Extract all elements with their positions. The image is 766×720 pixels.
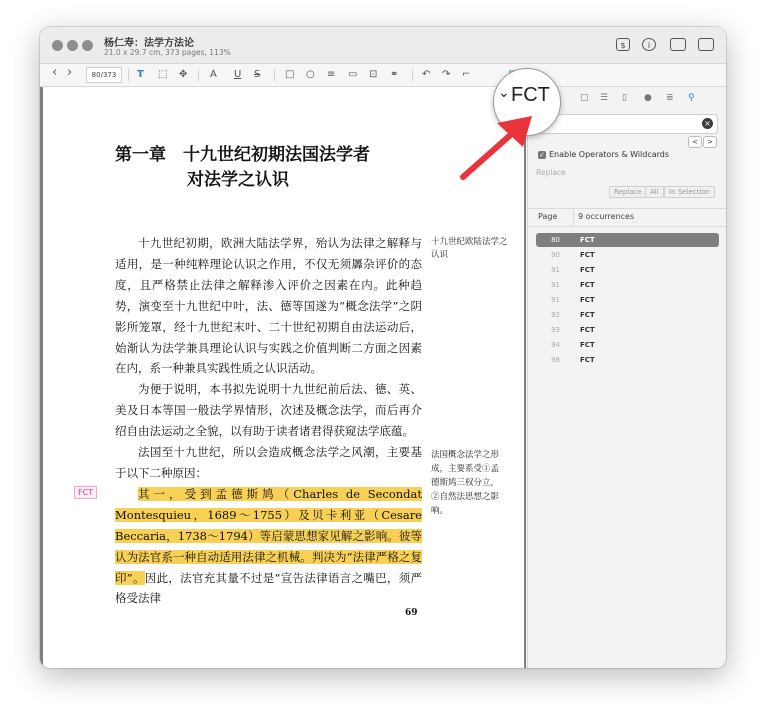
zoom-window-button[interactable] [82,40,93,51]
text-select-icon[interactable]: T [137,69,144,80]
search-result-row[interactable] [536,353,719,367]
chevron-down-icon: ⌄ [498,85,510,101]
list-tab-icon[interactable]: ≣ [666,93,674,103]
search-sidebar [527,87,726,668]
annotation-tab-icon[interactable]: ▢ [580,93,589,103]
pdf-page [43,87,524,668]
result-text: FCT [580,281,595,289]
toolbar-divider [128,69,129,81]
clear-search-icon[interactable]: × [702,118,713,129]
window-subtitle: 21.0 x 29.7 cm, 373 pages, 113% [104,48,231,57]
margin-note: 十九世纪欧陆法学之认识 [431,237,508,260]
result-page: 91 [551,296,560,304]
minimize-window-button[interactable] [67,40,78,51]
page-number: 69 [405,608,418,618]
margin-note: 法国概念法学之形成，主要系受①孟德斯鸠三权分立，②自然法思想之影响。 [431,450,500,516]
outline-tab-icon[interactable]: ☰ [600,93,609,103]
rectangle-icon[interactable]: □ [285,69,295,80]
result-page: 98 [551,356,560,364]
document-icon[interactable]: $ [616,38,630,51]
app-window [40,27,726,668]
rotate-right-icon[interactable]: ↷ [442,69,451,80]
toolbar-divider [412,69,413,81]
paragraph: 十九世纪初期，欧洲大陆法学界，殆认为法律之解释与适用，是一种纯粹理论认识之作用，不仅无须羼杂评价的态度，且严格禁止法律之解释渗入评价之因素在内。此种趋势，演变至十九世纪中叶，法、德等国遂为“概念法学”之阴影所笼罩，经十九世纪末叶、二十世纪初期自由法运动后，始渐认为法学兼具理论认识与实践之价值判断二方面之因素在内，系一种兼具实践性质之认识活动。 [115,236,422,376]
rect-select-icon[interactable]: ⬚ [158,69,168,80]
result-text: FCT [580,311,595,319]
magnified-search-field [493,68,561,136]
previous-result-button[interactable]: < [688,136,702,148]
title-bar [40,27,726,64]
search-result-row[interactable] [536,308,719,322]
replace-in-selection-button[interactable]: In Selection [664,186,715,198]
paragraph [115,484,422,609]
result-page: 90 [551,251,560,259]
result-page: 91 [551,266,560,274]
info-icon[interactable]: i [642,38,656,51]
search-result-row[interactable] [536,338,719,352]
underline-icon[interactable]: U [234,69,242,80]
crop-icon[interactable]: ⌐ [462,69,471,80]
line-icon[interactable]: ≡ [327,69,336,80]
color-tab-icon[interactable]: ● [644,93,652,103]
result-text: FCT [580,341,595,349]
paragraph: 为便于说明，本书拟先说明十九世纪前后法、德、英、美及日本等国一般法学界情形，次述及概念法学，而后再介绍自由法运动之全貌，以有助于读者诸君得获窥法学底蕴。 [115,382,422,439]
strikethrough-icon[interactable]: S [254,69,261,80]
result-page: 93 [551,326,560,334]
result-text: FCT [580,356,595,364]
search-result-row[interactable] [536,293,719,307]
search-result-row[interactable] [536,278,719,292]
page-number-field[interactable]: 80/373 [86,67,122,83]
toolbar-divider [274,69,275,81]
document-area [40,87,526,668]
search-result-row[interactable] [536,248,719,262]
magnified-search-text: FCT [511,84,550,106]
highlighted-text[interactable]: 其一，受到孟德斯鸠（Charles de Secondat Montesquieu，1689～1755）及贝卡利亚（Cesare Beccaria，1738～1794）等启蒙思想家见解之影响。彼等认为法官系一种自动适用法律之机械。判决为“法律严格之复印”。 [115,486,422,585]
results-header [528,208,726,227]
operators-checkbox-label: Enable Operators & Wildcards [549,150,670,159]
textbox-icon[interactable]: ⊡ [369,69,378,80]
result-text: FCT [580,236,595,244]
window-title: 杨仁寿：法学方法论 [104,38,194,49]
result-page: 94 [551,341,560,349]
close-window-button[interactable] [52,40,63,51]
paragraph-text: 因此，法官充其量不过是“宣告法律语言之嘴巴，须严格受法律 [115,570,422,606]
body-text [115,233,422,609]
paragraph [115,442,422,484]
search-result-row[interactable] [536,323,719,337]
toolbar [40,64,726,87]
chapter-heading-line2: 对法学之认识 [187,170,289,190]
highlight-icon[interactable]: A [210,69,217,80]
search-input[interactable] [536,114,718,134]
result-page: 92 [551,311,560,319]
annotation-tag[interactable]: FCT [74,486,97,499]
result-text: FCT [580,251,595,259]
occurrences-column-header: 9 occurrences [578,212,635,221]
rotate-left-icon[interactable]: ↶ [422,69,431,80]
sidebar-toggle-icon[interactable] [698,38,714,51]
back-icon[interactable]: ‹ [52,65,58,80]
result-page: 80 [551,236,560,244]
pages-tab-icon[interactable]: ▯ [622,93,627,103]
ellipse-icon[interactable]: ○ [306,69,315,80]
chapter-heading [115,143,370,193]
link-icon[interactable]: ⚭ [390,69,399,80]
note-icon[interactable]: ▭ [348,69,358,80]
forward-icon[interactable]: › [67,65,73,80]
result-text: FCT [580,326,595,334]
page-column-header: Page [538,212,558,221]
search-result-row[interactable] [536,233,719,247]
result-text: FCT [580,266,595,274]
move-icon[interactable]: ✥ [179,69,188,80]
paragraph-text: 法国至十九世纪，所以会造成概念法学之风潮，主要基于以下二种原因： [115,445,422,480]
replace-all-button[interactable]: All [645,186,664,198]
toolbar-divider [198,69,199,81]
search-tab-icon[interactable]: ⚲ [688,93,695,103]
next-result-button[interactable]: > [703,136,717,148]
result-page: 91 [551,281,560,289]
column-divider [573,209,574,226]
search-result-row[interactable] [536,263,719,277]
operators-checkbox[interactable]: ✓ [539,151,545,159]
chapter-heading-line1: 第一章 十九世纪初期法国法学者 [115,145,370,165]
result-text: FCT [580,296,595,304]
view-mode-icon[interactable] [670,38,686,51]
replace-button[interactable]: Replace [609,186,647,198]
replace-input[interactable]: Replace [536,168,566,177]
